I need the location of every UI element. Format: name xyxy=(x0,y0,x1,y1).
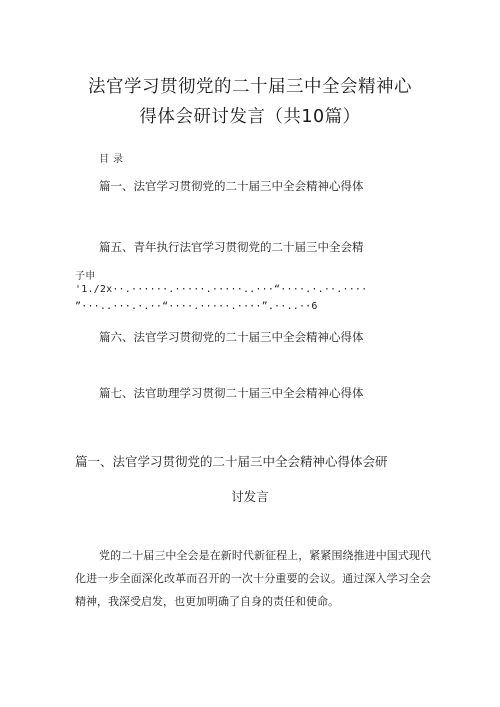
section-heading-line2: 讨发言 xyxy=(231,489,269,504)
document-title-line1: 法官学习贯彻党的二十届三中全会精神心 xyxy=(88,77,412,97)
toc-heading: 目录 xyxy=(99,154,127,165)
toc-item-6[interactable]: 篇六、法官学习贯彻党的二十届三中全会精神心得体 xyxy=(99,330,364,344)
body-paragraph: 党的二十届三中全会是在新时代新征程上，紧紧围绕推进中国式现代化进一步全面深化改革而召开的一次十分重要的会议。通过深入学习全会精神，我深受启发，也更加明确了自身的责任和使命。 xyxy=(75,549,431,608)
toc-item-5-page-line: ”···..···.·.··“····.·····.····”.··..··6 xyxy=(75,301,318,312)
toc-item-1[interactable]: 篇一、法官学习贯彻党的二十届三中全会精神心得体 xyxy=(99,179,364,193)
section-heading-line1: 篇一、法官学习贯彻党的二十届三中全会精神心得体会研 xyxy=(75,454,388,469)
toc-item-5-continuation: 子申 xyxy=(75,271,96,282)
toc-item-7[interactable]: 篇七、法官助理学习贯彻二十届三中全会精神心得体 xyxy=(99,386,364,400)
document-title-line2: 得体会研讨发言（共10篇） xyxy=(139,107,361,127)
toc-item-5[interactable]: 篇五、青年执行法官学习贯彻党的二十届三中全会精 xyxy=(99,240,364,254)
toc-item-5-leader-line: '1./2x··.······.·····.·····..···“····.·.··.···· xyxy=(75,284,368,295)
